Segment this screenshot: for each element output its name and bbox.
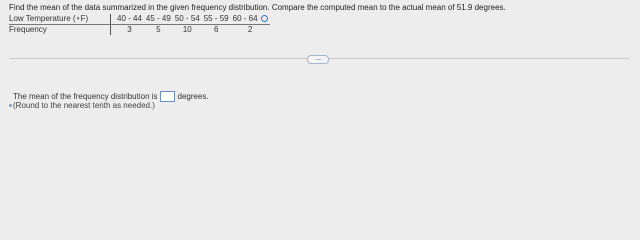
class-cell: 40 - 44 xyxy=(111,14,144,25)
table-header-row xyxy=(9,14,270,25)
answer-input[interactable] xyxy=(160,91,175,102)
question-text: Find the mean of the data summarized in the given frequency distribution. Compare the computed mean to the actual mean of 51.9 degrees. xyxy=(9,3,506,12)
copy-table-icon[interactable] xyxy=(261,15,268,22)
frequency-row xyxy=(9,25,270,36)
frequency-cell: 2 xyxy=(247,25,253,34)
answer-suffix: degrees. xyxy=(177,92,209,101)
answer-prefix: The mean of the frequency distribution is xyxy=(13,92,158,101)
frequency-table xyxy=(9,14,270,35)
frequency-cell: 3 xyxy=(111,25,144,36)
frequency-cell: 10 xyxy=(182,25,192,34)
class-cell-text: 60 - 64 xyxy=(232,14,258,23)
class-cell-last xyxy=(231,14,270,25)
class-cell: 45 - 49 xyxy=(145,14,171,23)
temperature-label: Low Temperature (∘F) xyxy=(9,14,111,25)
class-cell: 50 - 54 xyxy=(174,14,200,23)
frequency-cell: 5 xyxy=(156,25,161,34)
hint-bullet-icon xyxy=(9,104,12,107)
expand-more-button[interactable]: ..... xyxy=(307,55,329,64)
rounding-hint xyxy=(9,101,155,110)
frequency-cell: 6 xyxy=(213,25,219,34)
hint-text: (Round to the nearest tenth as needed.) xyxy=(13,101,155,110)
class-cell: 55 - 59 xyxy=(203,14,229,23)
frequency-label: Frequency xyxy=(9,25,47,34)
